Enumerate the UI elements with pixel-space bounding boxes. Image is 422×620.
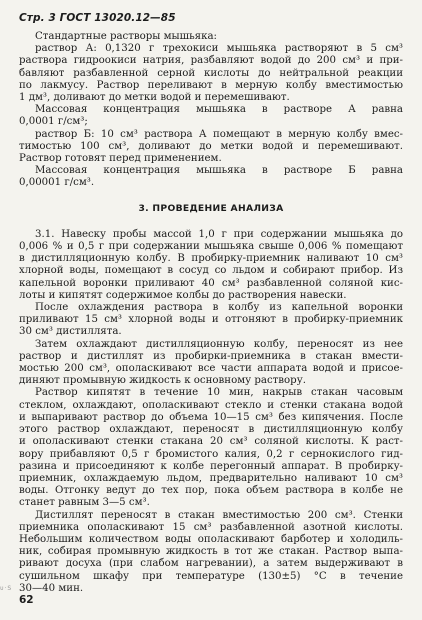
text-line: ник, собирая промывную жидкость в тот же стакан. Раствор выпа-: [19, 546, 403, 558]
text-line: и ополаскивают стенки стакана 20 см³ соляной кислоты. К раст-: [19, 436, 403, 448]
text-line: 3.1. Навеску пробы массой 1,0 г при содержании мышьяка до: [35, 228, 403, 240]
text-line: бавляют разбавленной серной кислоты до нейтральной реакции: [19, 67, 403, 79]
text-line: Массовая концентрация мышьяка в растворе Б равна: [35, 165, 403, 177]
text-line: Небольшим количеством воды ополаскивают барботер и холодиль-: [19, 533, 403, 545]
text-line: Раствор кипятят в течение 10 мин, накрыв стакан часовым: [35, 387, 403, 399]
text-line: После охлаждения раствора в колбу из капельной воронки: [35, 302, 403, 314]
text-line: стеклом, охлаждают, ополаскивают стекло и стенки стакана водой: [19, 399, 403, 411]
text-line: диняют промывную жидкость к основному раствору.: [19, 375, 306, 387]
text-line: в дистилляционную колбу. В пробирку-приемник наливают 10 см³: [19, 253, 403, 265]
text-line: раствор и дистиллят из пробирки-приемника в стакан вмести-: [19, 350, 403, 362]
page-number: 62: [19, 594, 34, 606]
text-line: тимостью 100 см³, доливают до метки водой и перемешивают.: [19, 140, 403, 152]
text-line: воды. Отгонку ведут до тех пор, пока объем раствора в колбе не: [19, 485, 403, 497]
text-line: 0,006 % и 0,5 г при содержании мышьяка свыше 0,006 % помещают: [19, 241, 403, 253]
margin-mark: ᴜ·Ѕ: [0, 585, 13, 592]
text-line: Дистиллят переносят в стакан вместимостью 200 см³. Стенки: [35, 509, 403, 521]
text-line: Массовая концентрация мышьяка в растворе А равна: [35, 104, 403, 116]
text-line: 0,0001 г/см³;: [19, 116, 88, 128]
text-line: 30 см³ дистиллята.: [19, 326, 122, 338]
text-line: лоты и кипятят содержимое колбы до растворения навески.: [19, 289, 347, 301]
running-header: Стр. 3 ГОСТ 13020.12—85: [19, 12, 176, 24]
document-body: [19, 31, 403, 595]
text-line: 30—40 мин.: [19, 582, 84, 594]
text-line: Стандартные растворы мышьяка:: [35, 31, 217, 42]
text-line: 1 дм³, доливают до метки водой и перемешивают.: [19, 92, 290, 104]
text-line: сушильном шкафу при температуре (130±5) °С в течение: [19, 570, 403, 582]
text-line: приемника ополаскивают 15 см³ разбавленной азотной кислоты.: [19, 521, 403, 533]
text-line: раствор А: 0,1320 г трехокиси мышьяка растворяют в 5 см³: [35, 43, 403, 55]
text-line: станет равным 3—5 см³.: [19, 497, 150, 509]
text-line: раствора гидроокиси натрия, разбавляют водой до 200 см³ и при-: [19, 55, 403, 67]
text-line: Затем охлаждают дистилляционную колбу, переносят из нее: [35, 338, 403, 350]
text-line: приливают 15 см³ хлорной воды и отгоняют в пробирку-приемник: [19, 314, 403, 326]
text-line: ривают досуха (при слабом нагревании), а затем выдерживают в: [19, 558, 403, 570]
text-line: мостью 200 см³, ополаскивают все части аппарата водой и присое-: [19, 363, 403, 375]
text-line: вору прибавляют 0,5 г бромистого калия, 0,2 г сернокислого гид-: [19, 448, 403, 460]
text-line: приемник, охлаждаемую льдом, предварительно наливают 10 см³: [19, 472, 403, 484]
text-line: раствор Б: 10 см³ раствора А помещают в мерную колбу вмес-: [35, 128, 403, 140]
text-line: и выпаривают раствор до объема 10—15 см³ без кипячения. После: [19, 411, 403, 423]
text-line: по лакмусу. Раствор переливают в мерную колбу вместимостью: [19, 79, 403, 91]
text-line: хлорной воды, помещают в сосуд со льдом и собирают прибор. Из: [19, 265, 403, 277]
text-line: этого раствор охлаждают, переносят в дистилляционную колбу: [19, 424, 403, 436]
text-line: 0,00001 г/см³.: [19, 177, 95, 189]
text-line: разина и присоединяют к колбе перегонный аппарат. В пробирку-: [19, 460, 403, 472]
text-line: Раствор готовят перед применением.: [19, 153, 222, 165]
text-line: капельной воронки приливают 40 см³ разбавленной соляной кис-: [19, 277, 403, 289]
section-heading: 3. ПРОВЕДЕНИЕ АНАЛИЗА: [138, 202, 284, 214]
